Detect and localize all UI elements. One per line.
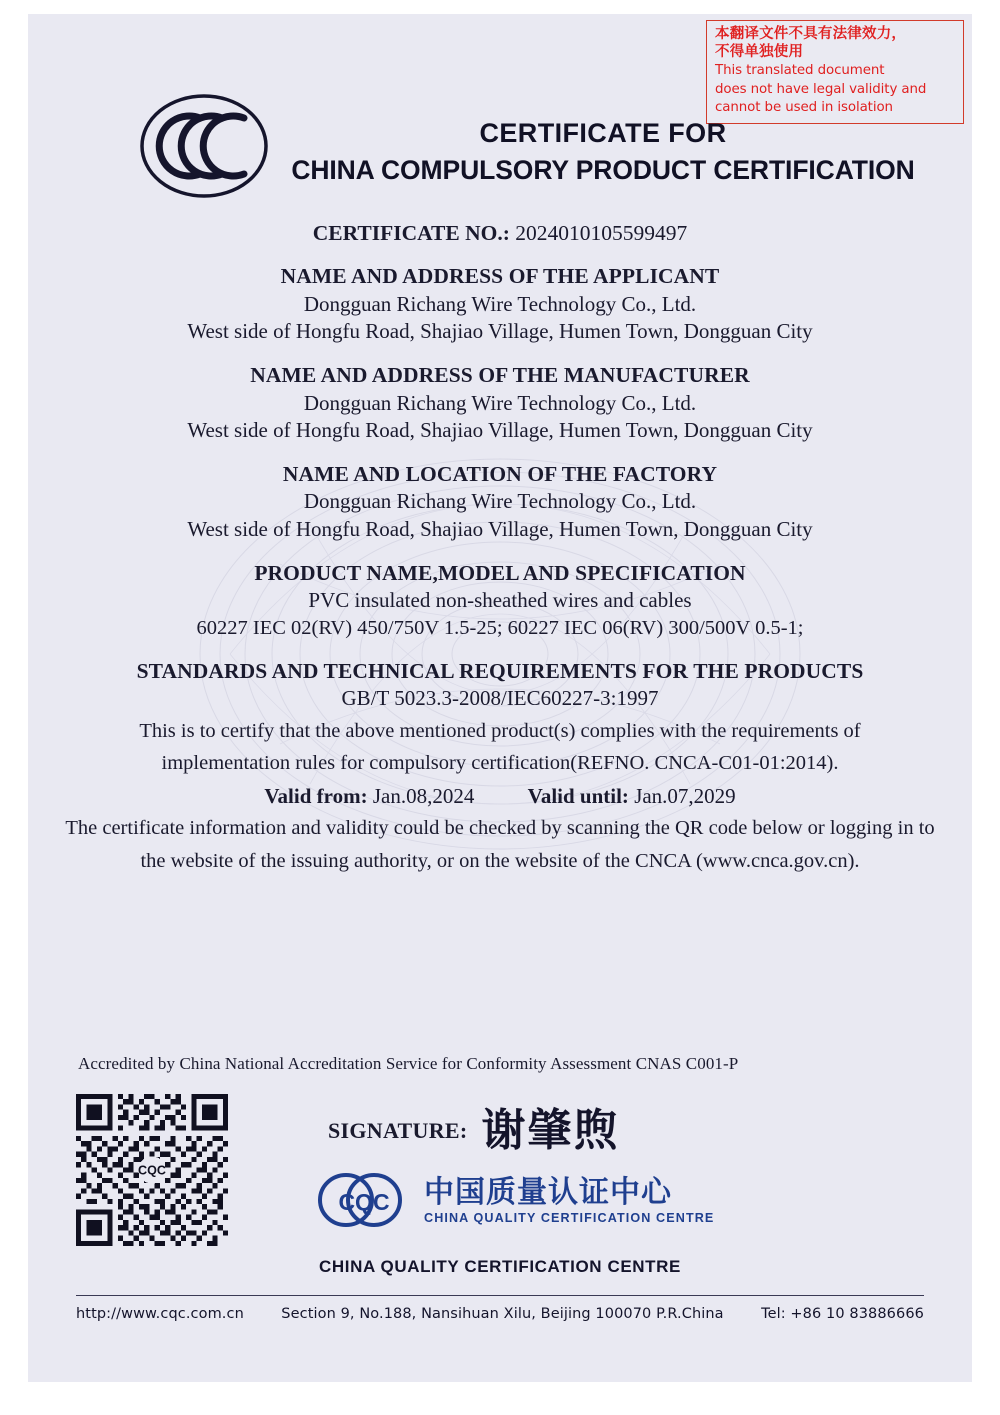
product-name: PVC insulated non-sheathed wires and cables <box>308 588 692 613</box>
certificate-document <box>28 14 972 1382</box>
title-line-1: CERTIFICATE FOR <box>479 118 727 148</box>
validity-row <box>28 783 972 811</box>
factory-address: West side of Hongfu Road, Shajiao Village, Humen Town, Dongguan City <box>187 517 813 542</box>
signature-label: SIGNATURE: <box>328 1118 468 1143</box>
footer-tel: Tel: +86 10 83886666 <box>761 1306 924 1322</box>
certificate-body <box>28 219 972 875</box>
footer <box>76 1306 924 1322</box>
disclaimer-en-line1: This translated document <box>715 63 885 79</box>
footer-website[interactable]: http://www.cqc.com.cn <box>76 1306 244 1322</box>
svg-text:CQC: CQC <box>138 1163 166 1178</box>
signature-handwriting: 谢肇煦 <box>481 1105 620 1156</box>
cqc-mark-icon <box>318 1169 414 1231</box>
standards-heading: STANDARDS AND TECHNICAL REQUIREMENTS FOR THE PRODUCTS <box>136 658 864 683</box>
disclaimer-cn-line2: 不得单独使用 <box>715 43 804 60</box>
signature-row <box>328 1105 748 1156</box>
issuer-name-cn: 中国质量认证中心 <box>424 1174 672 1210</box>
verification-line-2: the website of the issuing authority, or on the website of the CNCA (www.cnca.gov.cn). <box>140 849 860 872</box>
ccc-logo-icon <box>138 92 270 200</box>
manufacturer-name: Dongguan Richang Wire Technology Co., Ltd. <box>303 390 697 415</box>
accreditation-line: Accredited by China National Accreditation Service for Conformity Assessment CNAS C001-P <box>78 1054 739 1073</box>
statement-line-2: implementation rules for compulsory certification(REFNO. CNCA-C01-01:2014). <box>161 752 839 775</box>
applicant-heading: NAME AND ADDRESS OF THE APPLICANT <box>280 264 720 289</box>
issuer-name-en: CHINA QUALITY CERTIFICATION CENTRE <box>424 1210 715 1225</box>
valid-until-label: Valid until: <box>527 783 629 808</box>
valid-until-value: Jan.07,2029 <box>634 783 736 808</box>
certificate-header <box>28 92 972 202</box>
factory-heading: NAME AND LOCATION OF THE FACTORY <box>282 462 718 486</box>
verification-line-1: The certificate information and validity could be checked by scanning the QR code below or logging in to <box>65 817 935 840</box>
disclaimer-cn-line1: 本翻译文件不具有法律效力， <box>715 26 907 42</box>
title-line-2: CHINA COMPULSORY PRODUCT CERTIFICATION <box>291 155 915 185</box>
product-models: 60227 IEC 02(RV) 450/750V 1.5-25; 60227 IEC 06(RV) 300/500V 0.5-1; <box>196 616 804 639</box>
certificate-number-row <box>28 219 972 247</box>
footer-divider <box>76 1295 924 1296</box>
manufacturer-address: West side of Hongfu Road, Shajiao Village, Humen Town, Dongguan City <box>187 418 813 443</box>
certificate-title <box>283 118 923 186</box>
standards-value: GB/T 5023.3-2008/IEC60227-3:1997 <box>341 686 659 711</box>
applicant-address: West side of Hongfu Road, Shajiao Village, Humen Town, Dongguan City <box>187 319 813 344</box>
qr-code[interactable] <box>76 1094 228 1246</box>
certificate-number-value: 2024010105599497 <box>515 221 688 245</box>
product-heading: PRODUCT NAME,MODEL AND SPECIFICATION <box>254 560 746 585</box>
svg-text:CQC: CQC <box>338 1189 390 1215</box>
valid-from-label: Valid from: <box>264 783 368 808</box>
manufacturer-heading: NAME AND ADDRESS OF THE MANUFACTURER <box>250 363 750 388</box>
disclaimer-en-line3: cannot be used in isolation <box>715 100 893 116</box>
valid-from-value: Jan.08,2024 <box>372 783 475 808</box>
disclaimer-en-line2: does not have legal validity and <box>715 81 927 97</box>
issuing-centre-line: CHINA QUALITY CERTIFICATION CENTRE <box>319 1257 681 1276</box>
factory-name: Dongguan Richang Wire Technology Co., Ltd. <box>303 489 697 514</box>
footer-address: Section 9, No.188, Nansihuan Xilu, Beijing 100070 P.R.China <box>281 1306 724 1322</box>
certificate-number-label: CERTIFICATE NO.: <box>312 221 510 245</box>
cqc-logo-block <box>318 1169 738 1231</box>
statement-line-1: This is to certify that the above mentioned product(s) complies with the requirements of <box>139 720 861 743</box>
applicant-name: Dongguan Richang Wire Technology Co., Ltd. <box>303 291 697 316</box>
